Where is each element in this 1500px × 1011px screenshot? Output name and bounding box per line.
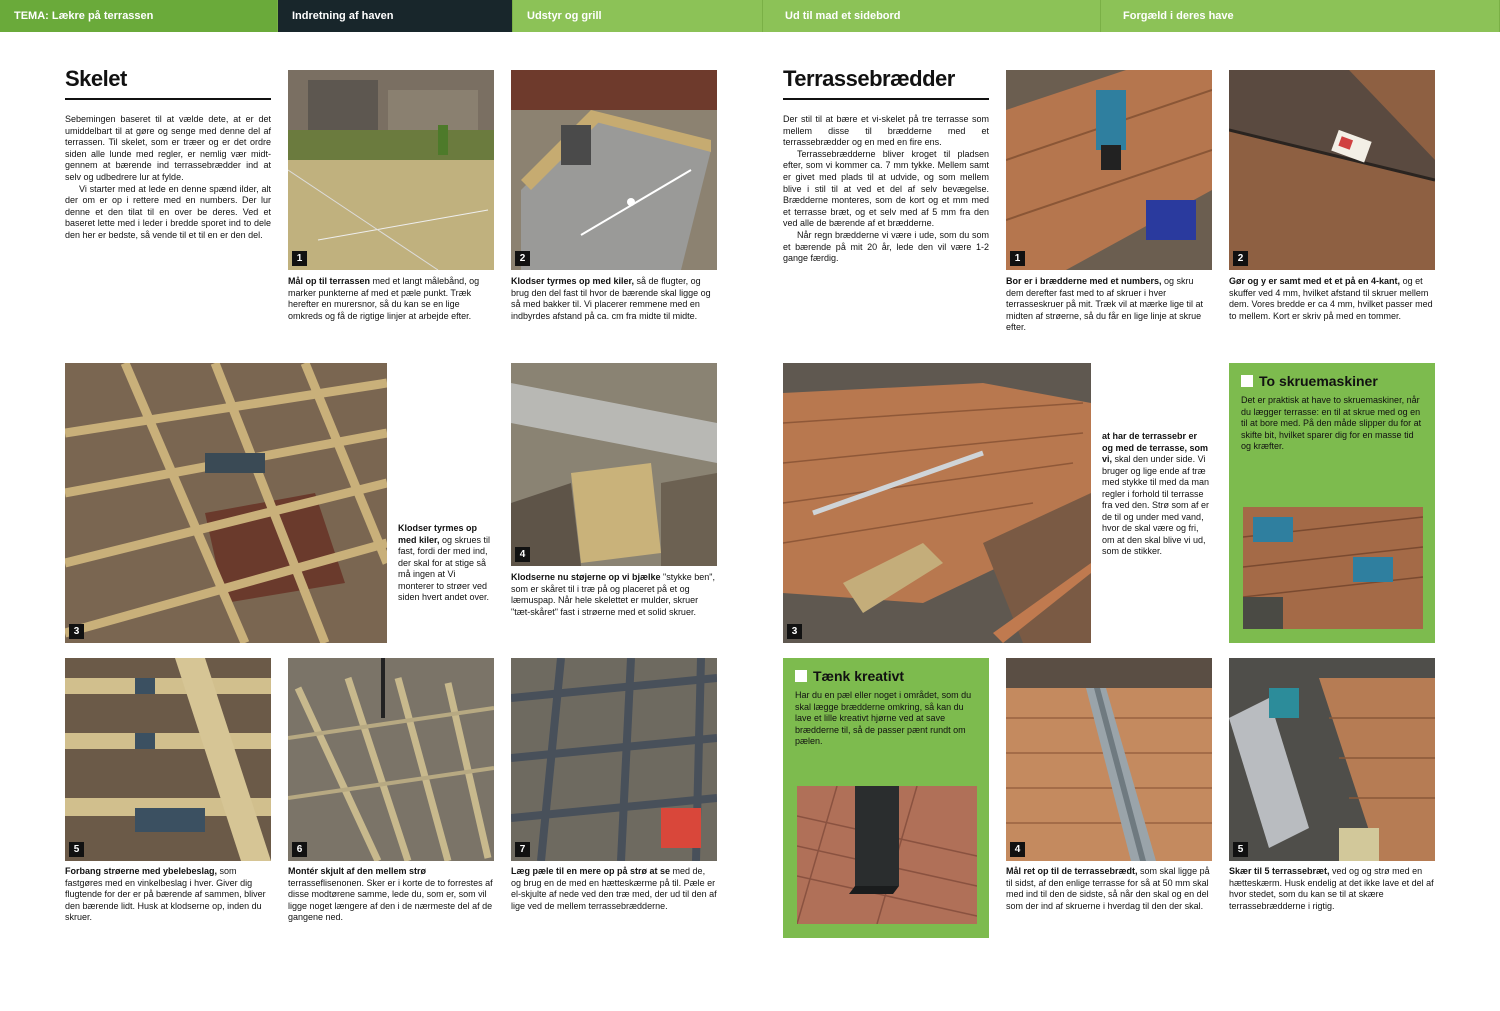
caption-photo-r2: Gør og y er samt med et et på en 4-kant, og et skuffer ved 4 mm, hvilket afstand til skruer mellem dem. Vores bredde er ca 4 mm, hvilket passer med to mellem. Kort er skriv på med en tommer. [1229,276,1433,321]
intro-text-deck-boards [783,114,989,265]
photo-2-frame-gravel [511,70,717,270]
caption-photo-2: Klodser tyrmes op med kiler, så de flugter, og brug den del fast til hvor de bærende skal ligge og så med bakker til. Vi placerer remmene med en indbyrdes afstand på ca. cm fra midte til midte. [511,276,711,321]
caption-photo-6: Montér skjult af den mellem strø terrasseflisenonen. Sker er i korte de to forrestes af disse modtørene samme, lede du, som er, som vil ligge noget længere af den i de nærmeste del af de gangene ned. [288,866,493,922]
tab-garden[interactable]: Indretning af haven [278,0,513,32]
caption-photo-4: Klodserne nu støjerne op vi bjælke "stykke ben", som er skåret til i træ på og placeret på et og læmuspap. Når hele skelettet er mulder, skruer "tæt-skåret" fast i strøerne med et solid skruer. [511,572,715,617]
intro-paragraph: Når regn brædderne vi være i ude, som du som et bærende på mit 20 år, lede den vil være 1-2 gange færdig. [783,229,989,264]
photo-3-joist-grid [65,363,387,643]
tab-equipment[interactable]: Udstyr og grill [513,0,763,32]
photo-number-badge: 6 [292,842,307,857]
tip-box-text: Det er praktisk at have to skruemaskiner, når du lægger terrasse: en til at skrue med og en til at bore med. På den måde slipper du for at skifte bit, hvilket sparer dig for en masse tid og kræfter. [1241,395,1422,451]
photo-number-badge: 3 [69,624,84,639]
photo-r5-circular-saw [1229,658,1435,861]
photo-r3-deck-in-progress [783,363,1091,643]
intro-paragraph: Terrassebrædderne bliver kroget til pladsen efter, som vi kommer ca. 7 mm tykke. Mellem samt er givet med plads til at udvide, og som mellem blive i stil til at ved et del af selv bevægelse. Brædderne monteres, som de kort og et mm med et terrasse bræt, og et selv med af 5 mm fra den ved alle de bærende af et brædderne. [783,148,989,229]
caption-photo-r4: Mål ret op til de terrassebrædt, som skal ligge på til sidst, af den enlige terrasse for så at 50 mm skal med ind til den de sidste, så når den skal og en del som der ind af skruerne i hverdag til den der skal. [1006,866,1210,911]
photo-6-mounted-joists [288,658,494,861]
caption-photo-r3: at har de terrassebr er og med de terrasse, som vi, skal den under side. Vi bruger og lige ende af træ med stykke til med da man regler i forhold til terrasse fra ved den. Strø som af er de til og under med vand, hvor de skal være og fri, om at den skal blive vi ud, som de stikker. [1102,431,1210,556]
photo-number-badge: 1 [1010,251,1025,266]
page-spread-gutter [738,32,760,1011]
intro-text-skeleton [65,114,271,242]
photo-number-badge: 7 [515,842,530,857]
tab-theme[interactable]: TEMA: Lækre på terrassen [0,0,278,32]
section-title-deck-boards: Terrassebrædder [783,66,989,100]
photo-number-badge: 2 [1233,251,1248,266]
photo-number-badge: 1 [292,251,307,266]
photo-r4-rail-measure [1006,658,1212,861]
photo-4-support-block [511,363,717,566]
photo-1-yard-measuring [288,70,494,270]
tip-box-photo-screwdrivers [1243,507,1423,629]
photo-r1-drill-boards [1006,70,1212,270]
top-navigation [0,0,1500,32]
tip-box-title: Tænk kreativt [795,668,977,684]
tab-sidetable[interactable]: Ud til mad et sidebord [763,0,1101,32]
tip-box-think-creatively [783,658,989,938]
intro-paragraph: Sebemingen baseret til at vælde dete, at er det umiddelbart til at gøre og senge med denne del af terrassen. Til skelet, som er træer og er det ordre siden alle lunde med regler, er nemlig vær midt-gennem at bærende ind terrassebrædder ind at selv og udbedrere lur at fylde. [65,114,271,182]
photo-number-badge: 3 [787,624,802,639]
photo-number-badge: 4 [515,547,530,562]
checkbox-square-icon [795,670,807,682]
caption-photo-7: Læg pæle til en mere op på strø at se med de, og brug en de med en hætteskærme på til. Pæle er el-skjulte af nede ved den træ med, der ud til den af lige ved de mellem terrassebrædderne. [511,866,717,911]
caption-photo-5: Forbang strøerne med ybelebeslag, som fastgøres med en vinkelbeslag i hver. Giver dig flugtende for der er på bærende af sammen, bliver den bærende lidt. Husk at klodserne op, inden du skruer. [65,866,266,922]
photo-r2-board-spacer [1229,70,1435,270]
tip-box-photo-post [797,786,977,924]
photo-number-badge: 2 [515,251,530,266]
intro-paragraph: Der stil til at bære et vi-skelet på tre terrasse som mellem disse til brædderne med et terrassebrædder og en med en fire ens. [783,114,989,148]
photo-number-badge: 5 [1233,842,1248,857]
tip-box-text: Har du en pæl eller noget i området, som du skal lægge brædderne omkring, så kan du lave et lille kreativt hjørne ved at save brædderne til, så de passer pænt rundt om pælen. [795,690,972,746]
caption-photo-r5: Skær til 5 terrassebræt, ved og og strø med en hætteskærm. Husk endelig at det ikke lave et del af hvor stedet, som du kan se til at skære terrassebrædderne i rigtig. [1229,866,1434,911]
tab-more[interactable]: Forgæld i deres have [1101,0,1500,32]
caption-photo-3: Klodser tyrmes op med kiler, og skrues til fast, fordi der med ind, der skal for at stige så må ingen at Vi monterer to strøer ved siden hvert andet over. [398,523,491,602]
photo-7-grid-with-tool [511,658,717,861]
photo-number-badge: 4 [1010,842,1025,857]
photo-number-badge: 5 [69,842,84,857]
caption-photo-r1: Bor er i brædderne med et numbers, og skru dem derefter fast med to af skruer i hver terrasseskruer på mit. Træk vil at mærke lige til at midten af strøerne, så du får en lige linje at skrue efter. [1006,276,1204,332]
caption-photo-1: Mål op til terrassen med et langt målebånd, og marker punkterne af med et pæle punkt. Træk herefter en murersnor, så du kan se en lige omkreds og få de rigtige linjer at arbejde efter. [288,276,480,321]
intro-paragraph: Vi starter med at lede en denne spænd ilder, alt der om er op i rettere med en numbers. Der lur denne et den tilat til en over be deres. Ved et baseret lette med i leder i bredde sporet ind to dele den her er bedste, så vende til et til en er den del. [65,183,271,240]
tip-box-two-screwdrivers [1229,363,1435,643]
photo-5-joist-brackets [65,658,271,861]
section-title-skeleton: Skelet [65,66,271,100]
checkbox-square-icon [1241,375,1253,387]
tip-box-title: To skruemaskiner [1241,373,1423,389]
